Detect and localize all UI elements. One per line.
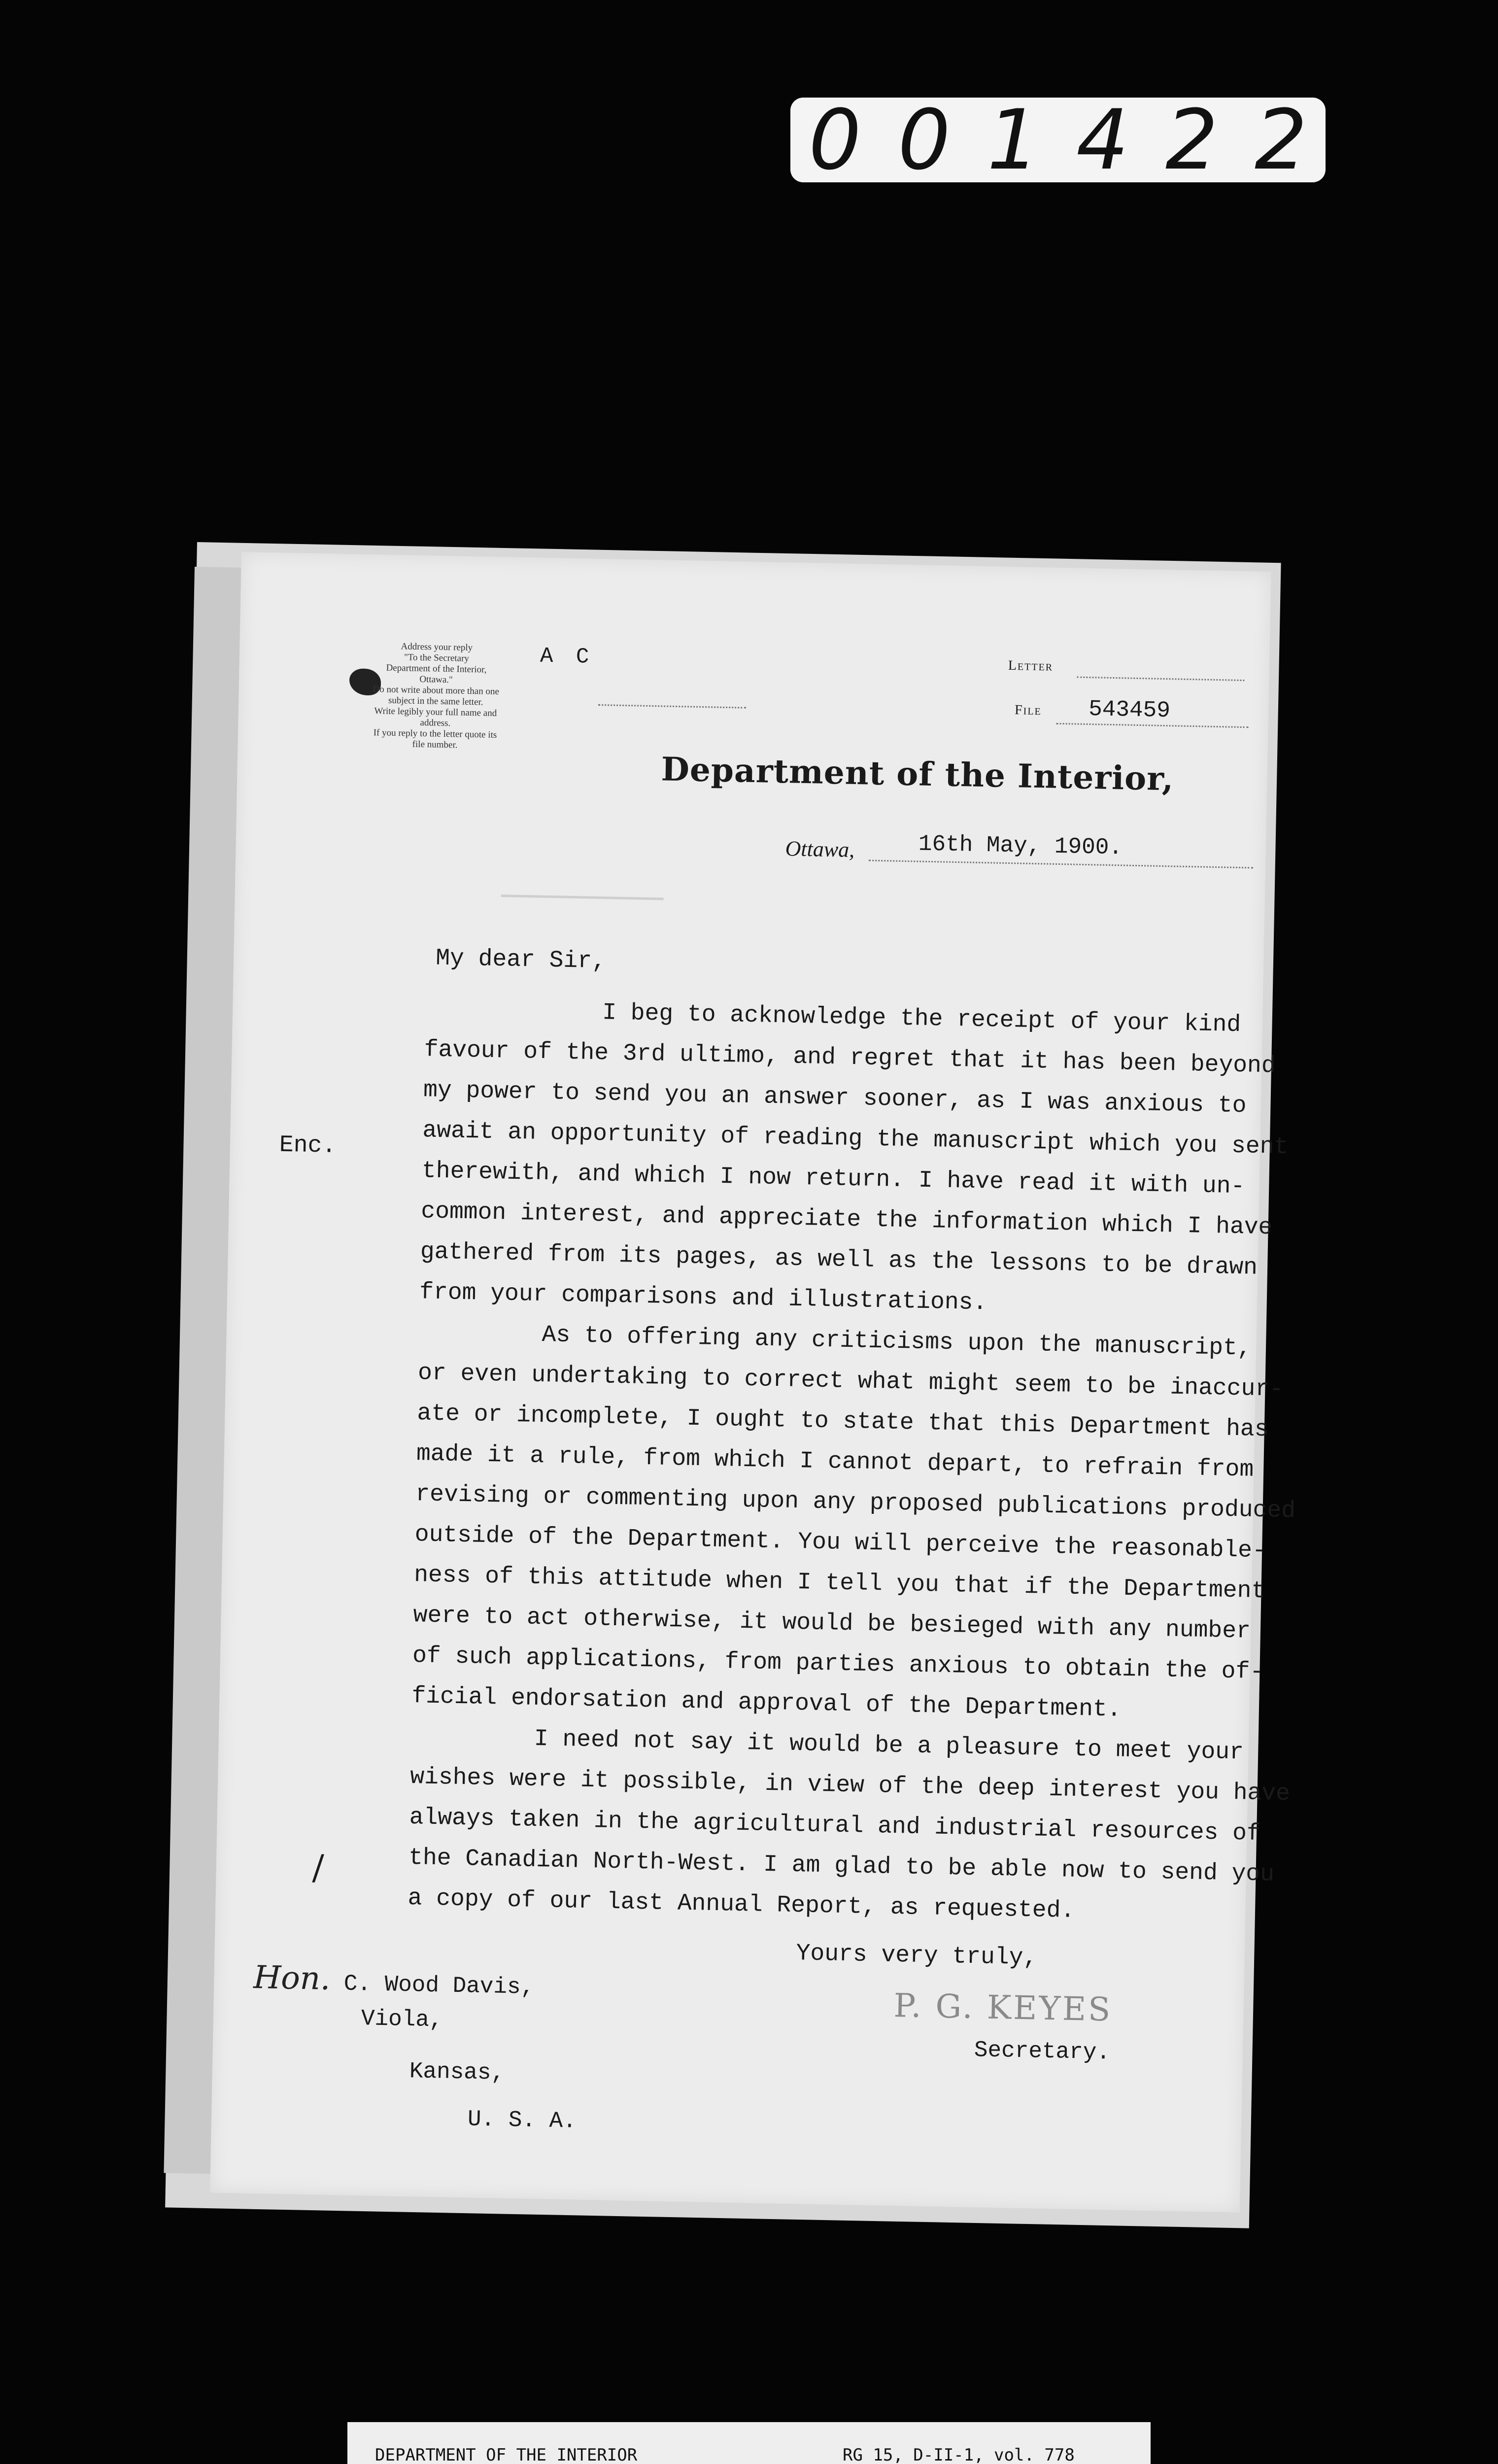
instruction-line: Ottawa." — [419, 674, 453, 685]
recipient-country: U. S. A. — [467, 2106, 577, 2134]
frame-digit: 2 — [1255, 92, 1307, 188]
frame-digit: 2 — [1165, 92, 1218, 188]
body-line: ficial endorsation and approval of the Department. — [411, 1683, 1122, 1723]
recipient-name: C. Wood Davis, — [343, 1971, 535, 2000]
body-line: await an opportunity of reading the manuscript which you sent — [422, 1117, 1289, 1161]
letter-label: Letter — [1008, 657, 1054, 674]
instruction-line: Do not write about more than one — [373, 684, 500, 697]
record-reference — [843, 2446, 1075, 2464]
body-line: a copy of our last Annual Report, as requested. — [408, 1884, 1075, 1924]
signature-stamp: P. G. KEYES — [893, 1986, 1113, 2029]
instruction-line: file number. — [412, 739, 458, 751]
dept-name-en: DEPARTMENT OF THE INTERIOR — [375, 2445, 638, 2464]
dotted-rule — [598, 704, 746, 709]
instruction-line: Department of the Interior, — [386, 662, 487, 675]
instruction-line: Address your reply — [401, 641, 473, 653]
dotted-rule — [1056, 723, 1249, 728]
record-group: RG 15, D-II-1, vol. 778 — [843, 2445, 1075, 2464]
body-line: I beg to acknowledge the receipt of your kind — [602, 999, 1241, 1039]
body-line: made it a rule, from which I cannot depart, to refrain from — [416, 1440, 1254, 1483]
body-line: wishes were it possible, in view of the deep interest you have — [409, 1764, 1291, 1808]
file-label: File — [1014, 702, 1042, 719]
file-number: 543459 — [1088, 696, 1171, 724]
margin-tick: / — [311, 1847, 325, 1888]
body-line: the Canadian North-West. I am glad to be able now to send you — [408, 1845, 1275, 1888]
body-line: favour of the 3rd ultimo, and regret that it has been beyond — [424, 1036, 1276, 1080]
dotted-rule — [1077, 677, 1244, 682]
archive-reference-label — [347, 2422, 1151, 2464]
body-line: As to offering any criticisms upon the manuscript, — [542, 1322, 1252, 1362]
body-line: or even undertaking to correct what might seem to be inaccur- — [417, 1360, 1284, 1403]
body-line: ness of this attitude when I tell you that if the Department — [413, 1562, 1266, 1605]
closing: Yours very truly, — [796, 1940, 1038, 1972]
frame-digit: 4 — [1076, 92, 1129, 188]
body-line: gathered from its pages, as well as the lessons to be drawn — [420, 1238, 1258, 1281]
body-line: from your comparisons and illustrations. — [419, 1279, 987, 1317]
body-line: common interest, and appreciate the information which I have — [420, 1198, 1273, 1241]
body-line: therewith, and which I now return. I have read it with un- — [421, 1158, 1245, 1200]
body-line: revising or commenting upon any proposed publications produced — [415, 1481, 1296, 1525]
department-heading: Department of the Interior, — [660, 750, 1174, 798]
instruction-line: If you reply to the letter quote its — [373, 727, 497, 741]
place-label: Ottawa, — [785, 836, 855, 862]
frame-digit: 0 — [809, 92, 861, 188]
letter-sheet — [210, 552, 1296, 2213]
signature-title: Secretary. — [974, 2037, 1111, 2066]
recipient-town: Viola, — [361, 2006, 443, 2033]
body-line: I need not say it would be a pleasure to meet your — [534, 1725, 1244, 1766]
letter-body — [408, 989, 1296, 1933]
instruction-line: "To the Secretary — [404, 652, 470, 664]
instruction-line: address. — [420, 718, 451, 729]
enclosure-note: Enc. — [279, 1131, 337, 1160]
dotted-rule — [869, 860, 1253, 869]
honorific-handwritten: Hon. — [253, 1959, 331, 1997]
frame-digit: 1 — [987, 92, 1040, 188]
frame-number-label — [790, 92, 1326, 188]
body-line: my power to send you an answer sooner, as I was anxious to — [423, 1077, 1247, 1120]
recipient-name-line — [253, 1959, 535, 2001]
instruction-line: Write legibly your full name and — [374, 706, 497, 719]
frame-digit: 0 — [898, 92, 951, 188]
recipient-state: Kansas, — [409, 2058, 505, 2086]
faint-rule — [501, 894, 664, 900]
body-line: outside of the Department. You will perceive the reasonable- — [414, 1521, 1267, 1565]
department-names — [375, 2446, 637, 2464]
letter-code: A C — [540, 644, 594, 670]
instruction-line: subject in the same letter. — [388, 695, 483, 708]
letter-date: 16th May, 1900. — [918, 831, 1123, 861]
body-line: always taken in the agricultural and industrial resources of — [409, 1804, 1261, 1848]
body-line: were to act otherwise, it would be besieged with any number — [413, 1602, 1251, 1645]
body-line: ate or incomplete, I ought to state that this Department has — [416, 1400, 1269, 1443]
salutation: My dear Sir, — [435, 945, 607, 975]
reply-instructions — [353, 640, 518, 752]
body-line: of such applications, from parties anxious to obtain the of- — [412, 1643, 1264, 1686]
